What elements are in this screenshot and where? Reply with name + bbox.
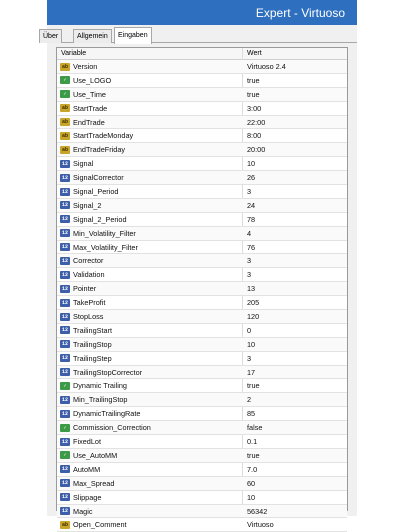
variable-value[interactable]: true [247,89,260,99]
column-header-value[interactable]: Wert [247,50,262,57]
text-type-icon: ab [61,119,68,126]
variable-name: Use_LOGO [73,75,112,85]
table-row[interactable] [57,268,347,282]
table-row[interactable] [57,60,347,74]
variable-name: TrailingStep [73,353,112,363]
table-row[interactable] [57,185,347,199]
table-row[interactable] [57,463,347,477]
number-type-icon: 12 [61,480,68,487]
table-row[interactable] [57,491,347,505]
variable-value[interactable]: 3:00 [247,103,262,113]
bool-type-icon: ✓ [60,76,70,84]
table-row[interactable] [57,379,347,393]
variable-value[interactable]: true [247,450,260,460]
variable-value[interactable]: 26 [247,173,256,183]
table-row[interactable] [57,366,347,380]
variable-value[interactable]: 24 [247,200,256,210]
variable-value[interactable]: 3 [247,187,252,197]
variable-name: SignalCorrector [73,173,124,183]
variable-value[interactable]: 205 [247,298,260,308]
number-type-icon: 12 [61,396,68,403]
table-row[interactable] [57,505,347,519]
variable-value[interactable]: 10 [247,159,256,169]
table-row[interactable] [57,407,347,421]
variable-value[interactable]: Virtuoso 2.4 [247,62,286,71]
tab-allgemein[interactable]: Allgemein [73,29,112,43]
variable-name: Signal_Period [73,187,119,197]
variable-name: TrailingStopCorrector [73,367,143,377]
variable-name: Signal [73,159,94,169]
number-type-icon: 12 [61,494,68,501]
table-row[interactable] [57,518,347,532]
variable-value[interactable]: 120 [247,312,260,322]
variable-name: TrailingStart [73,325,113,335]
number-type-icon: 12 [61,230,68,237]
variable-value[interactable]: 56342 [247,506,268,516]
bool-type-icon: ✓ [60,382,70,390]
number-type-icon: 12 [61,299,68,306]
text-type-icon: ab [61,146,68,153]
variable-value[interactable]: 3 [247,256,252,266]
number-type-icon: 12 [61,327,68,334]
variable-value[interactable]: 13 [247,284,256,294]
variable-name: Open_Comment [73,520,127,530]
expert-properties-window [43,0,357,530]
variable-value[interactable]: 2 [247,395,252,405]
table-row[interactable] [57,449,347,463]
window-title: Expert - Virtuoso [255,6,345,20]
variable-name: FixedLot [73,437,101,447]
variable-value[interactable]: 17 [247,367,256,377]
variable-value[interactable]: 0 [247,325,252,335]
variable-value[interactable]: 22:00 [247,117,266,127]
number-type-icon: 12 [61,188,68,195]
table-row[interactable] [57,477,347,491]
table-row[interactable] [57,393,347,407]
table-row[interactable] [57,227,347,241]
variable-value[interactable]: 10 [247,492,256,502]
variable-name: StopLoss [73,312,104,322]
tab-bar [43,27,357,43]
variable-name: StartTradeMonday [73,131,134,141]
table-row[interactable] [57,254,347,268]
table-row[interactable] [57,241,347,255]
bool-type-icon: ✓ [60,90,70,98]
table-row[interactable] [57,296,347,310]
number-type-icon: 12 [61,216,68,223]
variable-value[interactable]: false [247,423,263,433]
variable-name: Max_Spread [73,478,115,488]
number-type-icon: 12 [61,410,68,417]
text-type-icon: ab [61,521,68,528]
variable-name: AutoMM [73,464,101,474]
variable-name: StartTrade [73,103,108,113]
variable-name: Max_Volatility_Filter [73,242,138,252]
number-type-icon: 12 [61,438,68,445]
table-row[interactable] [57,338,347,352]
variable-value[interactable]: 78 [247,214,256,224]
variable-value[interactable]: 60 [247,478,256,488]
table-row[interactable] [57,435,347,449]
variable-name: EndTradeFriday [73,145,126,155]
number-type-icon: 12 [61,257,68,264]
table-row[interactable] [57,74,347,88]
tab-eingaben[interactable]: Eingaben [114,27,152,44]
table-row[interactable] [57,282,347,296]
variable-name: Commission_Correction [73,423,151,433]
variable-value[interactable]: 85 [247,409,256,419]
variable-name: TrailingStop [73,339,112,349]
text-type-icon: ab [61,105,68,112]
variable-name: TakeProfit [73,298,106,308]
variable-value[interactable]: Virtuoso [247,520,274,530]
variable-value[interactable]: 0.1 [247,437,258,447]
variable-value[interactable]: 20:00 [247,145,266,155]
number-type-icon: 12 [61,508,68,514]
variable-name: Corrector [73,256,104,266]
variable-value[interactable]: 4 [247,228,252,238]
variable-name: Use_Time [73,89,106,99]
table-row[interactable] [57,157,347,171]
variable-value[interactable]: 7.0 [247,464,258,474]
variable-value[interactable]: 76 [247,242,256,252]
tab-ueber[interactable]: Über [39,29,62,43]
number-type-icon: 12 [61,174,68,181]
table-row[interactable] [57,102,347,116]
variable-name: EndTrade [73,117,105,127]
variable-value[interactable]: true [247,381,260,391]
table-row[interactable] [57,213,347,227]
variable-value[interactable]: 3 [247,270,252,280]
table-row[interactable] [57,116,347,130]
number-type-icon: 12 [61,369,68,376]
variable-name: Version [73,62,98,71]
variable-name: Pointer [73,284,97,294]
number-type-icon: 12 [61,160,68,167]
text-type-icon: ab [61,132,68,139]
number-type-icon: 12 [61,341,68,348]
table-row[interactable] [57,324,347,338]
table-row[interactable] [57,88,347,102]
variable-name: Validation [73,270,105,280]
number-type-icon: 12 [61,202,68,209]
variable-name: Min_Volatility_Filter [73,228,136,238]
number-type-icon: 12 [61,313,68,320]
column-header-variable[interactable]: Variable [61,50,87,57]
variable-name: Dynamic Trailing [73,381,127,391]
variable-name: Slippage [73,492,102,502]
text-type-icon: ab [61,63,68,70]
table-header [57,48,347,60]
window-titlebar[interactable] [47,0,357,25]
bool-type-icon: ✓ [60,451,70,459]
variable-name: Min_TrailingStop [73,395,128,405]
variable-name: Signal_2_Period [73,214,127,224]
variable-value[interactable]: true [247,75,260,85]
number-type-icon: 12 [61,285,68,292]
table-row[interactable] [57,310,347,324]
bool-type-icon: ✓ [60,424,70,432]
variable-value[interactable]: 8:00 [247,131,262,141]
variable-name: DynamicTrailingRate [73,409,141,419]
number-type-icon: 12 [61,355,68,362]
variable-value[interactable]: 3 [247,353,252,363]
variable-name: Magic [73,506,93,516]
table-row[interactable] [57,199,347,213]
table-body [57,60,347,532]
table-row[interactable] [57,143,347,157]
number-type-icon: 12 [61,466,68,473]
number-type-icon: 12 [61,271,68,278]
variable-name: Use_AutoMM [73,450,118,460]
number-type-icon: 12 [61,244,68,251]
inputs-table [56,47,348,530]
variable-value[interactable]: 10 [247,339,256,349]
table-row[interactable] [57,171,347,185]
table-row[interactable] [57,129,347,143]
table-row[interactable] [57,421,347,435]
table-row[interactable] [57,352,347,366]
variable-name: Signal_2 [73,200,102,210]
